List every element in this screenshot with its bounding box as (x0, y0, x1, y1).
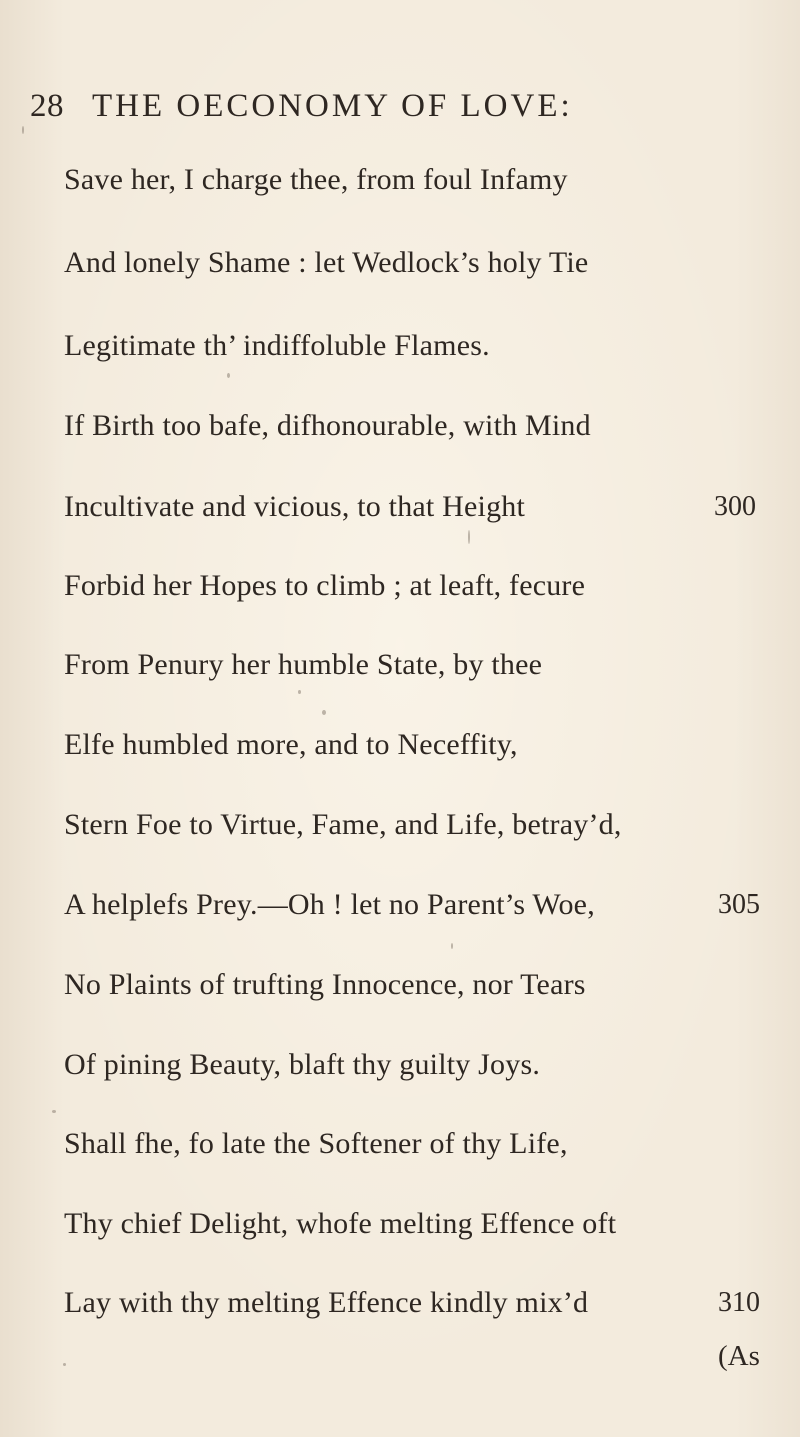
paper-speck (451, 943, 453, 949)
verse-line: Incultivate and vicious, to that Height (64, 490, 526, 523)
line-number: 305 (718, 889, 760, 920)
verse-line: Thy chief Delight, whofe melting Effence oft (64, 1207, 617, 1240)
verse-line: A helplefs Prey.—Oh ! let no Parent’s Woe, (64, 888, 595, 921)
verse-line: Forbid her Hopes to climb ; at leaft, fecure (64, 569, 586, 602)
paper-speck (22, 126, 24, 134)
verse-line: Save her, I charge thee, from foul Infamy (64, 163, 568, 196)
catchword: (As (718, 1340, 760, 1372)
verse-line: From Penury her humble State, by thee (64, 648, 543, 681)
verse-line: Of pining Beauty, blaft thy guilty Joys. (64, 1048, 541, 1081)
line-number: 300 (714, 491, 756, 522)
paper-speck (298, 690, 301, 694)
verse-line: If Birth too bafe, difhonourable, with Mind (64, 409, 591, 442)
page-header (30, 88, 790, 132)
line-number: 310 (718, 1287, 760, 1318)
verse-line: Elfe humbled more, and to Neceffity, (64, 728, 518, 761)
verse-line: Legitimate th’ indiffoluble Flames. (64, 329, 490, 362)
paper-speck (227, 373, 230, 378)
running-title: THE OECONOMY OF LOVE: (92, 88, 573, 124)
paper-speck (322, 710, 326, 715)
paper-speck (52, 1110, 56, 1113)
paper-speck (468, 530, 470, 544)
verse-line: Lay with thy melting Effence kindly mix’d (64, 1286, 589, 1319)
verse-line: Shall fhe, fo late the Softener of thy Life, (64, 1127, 568, 1160)
verse-line: And lonely Shame : let Wedlock’s holy Tie (64, 246, 589, 279)
verse-line: No Plaints of trufting Innocence, nor Tears (64, 968, 586, 1001)
verse-line: Stern Foe to Virtue, Fame, and Life, betray’d, (64, 808, 622, 841)
paper-speck (63, 1363, 66, 1366)
page-number: 28 (30, 88, 64, 124)
